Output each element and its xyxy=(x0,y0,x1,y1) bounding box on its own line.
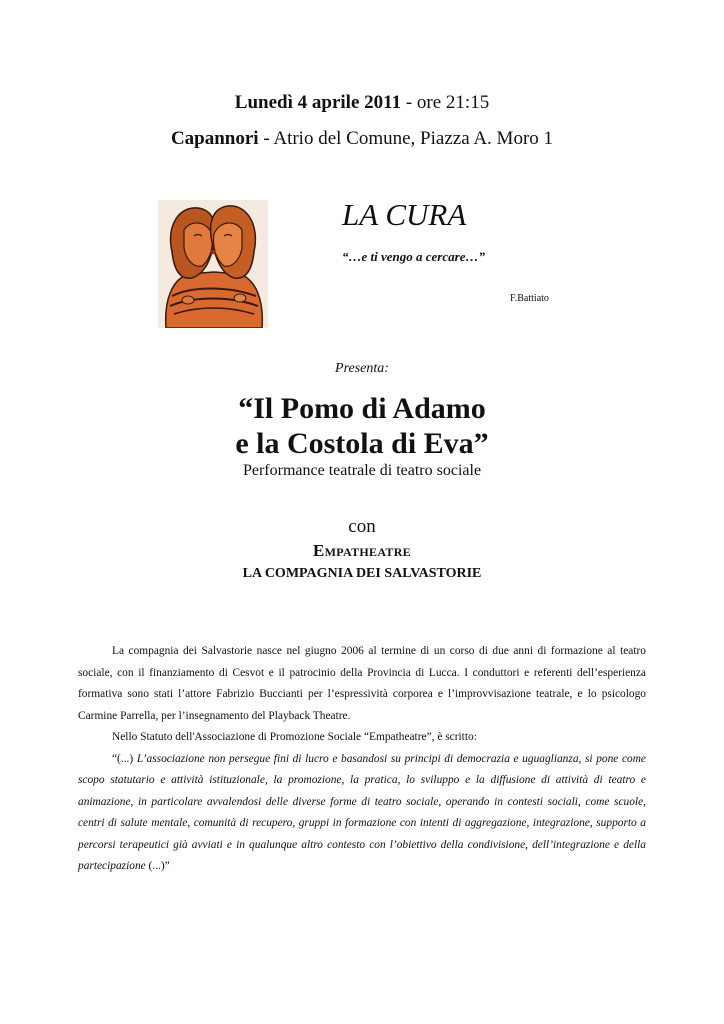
group-name: LA COMPAGNIA DEI SALVASTORIE xyxy=(242,566,482,581)
event-date-line xyxy=(0,92,724,114)
quote-author: F.Battiato xyxy=(510,293,549,304)
event-date: Lunedì 4 aprile 2011 xyxy=(234,92,402,113)
show-title-line2: e la Costola di Eva” xyxy=(235,427,489,460)
event-time: - ore 21:15 xyxy=(401,92,490,113)
statute-quote-text: L’associazione non persegue fini di lucro e basandosi su principi di democrazia e uguaglianza, si pone come scopo statutario e attività istituzionale, la promozione, la pratica, lo sviluppo e la diffusione di attività di teatro e animazione, in particolare avvalendosi delle diverse forme di teatro sociale, operando in contesti sociali, come scuole, centri di salute mentale, comunità di recupero, gruppi in formazione con intenti di aggregazione, integrazione, supporto a percorsi terapeutici già avviati e in qualunque altro contesto con l’obiettivo della condivisione, dell’integrazione e della partecipazione xyxy=(78,752,646,872)
embracing-couple-painting-icon xyxy=(158,200,268,328)
quote-open: “(...) xyxy=(112,752,137,765)
company-name: Empatheatre xyxy=(313,541,411,560)
description-body xyxy=(78,641,646,878)
show-title-line1: “Il Pomo di Adamo xyxy=(238,392,486,425)
show-subtitle: Performance teatrale di teatro sociale xyxy=(242,462,482,479)
event-location-line xyxy=(0,128,724,150)
quote-close: (...)” xyxy=(145,860,170,872)
with-label: con xyxy=(348,516,376,537)
event-venue: - Atrio del Comune, Piazza A. Moro 1 xyxy=(258,128,554,149)
presents-label: Presenta: xyxy=(335,361,389,376)
paragraph-statute-quote xyxy=(78,749,646,878)
paragraph-history: La compagnia dei Salvastorie nasce nel giugno 2006 al termine di un corso di due anni di formazione al teatro sociale, con il finanziamento di Cesvot e il patrocinio della Provincia di Lucca. I conduttori e referenti dell’esperienza formativa sono stati l’attore Fabrizio Buccianti per l’espressività corporea e l’improvvisazione teatrale, e lo psicologo Carmine Parrella, per l’insegnamento del Playback Theatre. xyxy=(78,645,646,722)
event-city: Capannori xyxy=(170,128,259,149)
event-name: LA CURA xyxy=(342,197,467,232)
event-quote: “…e ti vengo a cercare…” xyxy=(342,249,485,264)
paragraph-statute-intro: Nello Statuto dell'Associazione di Promozione Sociale “Empatheatre”, è scritto: xyxy=(112,731,477,743)
